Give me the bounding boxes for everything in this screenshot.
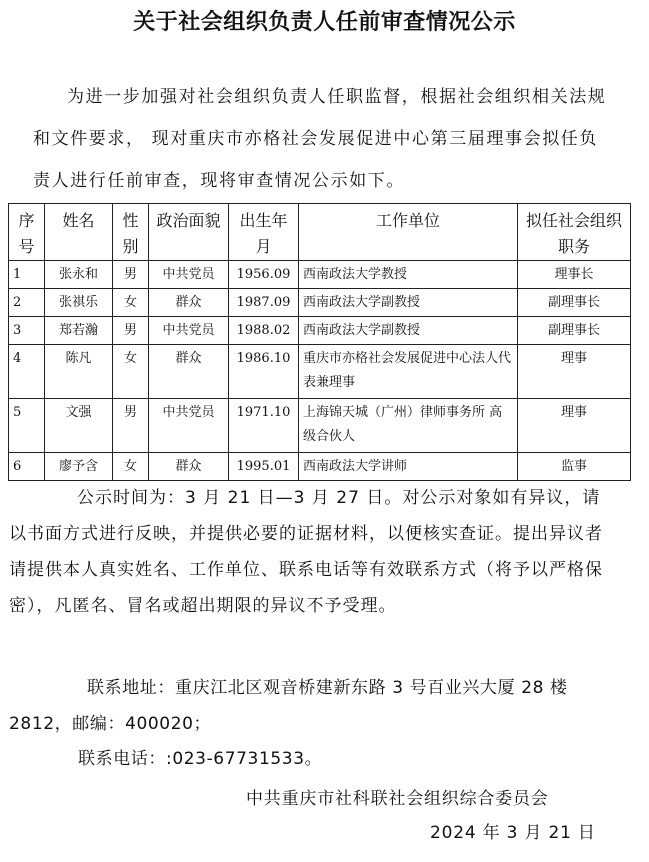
document-title: 关于社会组织负责人任前审查情况公示 (133, 10, 516, 35)
cell-birth: 1995.01 (229, 453, 299, 481)
cell-birth: 1971.10 (229, 399, 299, 453)
header-index: 序号 (9, 204, 45, 261)
cell-gender: 男 (113, 261, 149, 289)
table-row (9, 345, 631, 399)
table-row (9, 261, 631, 289)
table-row (9, 399, 631, 453)
header-birth: 出生年月 (229, 204, 299, 261)
cell-political: 群众 (149, 453, 229, 481)
issue-date: 2024 年 3 月 21 日 (430, 823, 596, 843)
table-row (9, 317, 631, 345)
cell-unit: 重庆市亦格社会发展促进中心法人代表兼理事 (299, 345, 518, 399)
cell-name: 张永和 (45, 261, 113, 289)
header-unit: 工作单位 (299, 204, 518, 261)
cell-gender: 女 (113, 345, 149, 399)
cell-index: 2 (9, 289, 45, 317)
cell-role: 副理事长 (518, 317, 631, 345)
cell-political: 群众 (149, 345, 229, 399)
header-political: 政治面貌 (149, 204, 229, 261)
contact-address: 联系地址：重庆江北区观音桥建新东路 3 号百业兴大厦 28 楼 2812，邮编：400020； (9, 678, 568, 734)
cell-gender: 男 (113, 317, 149, 345)
cell-birth: 1987.09 (229, 289, 299, 317)
cell-unit: 西南政法大学教授 (299, 261, 518, 289)
cell-name: 文强 (45, 399, 113, 453)
cell-unit: 西南政法大学副教授 (299, 317, 518, 345)
cell-index: 5 (9, 399, 45, 453)
cell-birth: 1986.10 (229, 345, 299, 399)
cell-unit: 西南政法大学讲师 (299, 453, 518, 481)
cell-unit: 上海锦天城（广州）律师事务所 高级合伙人 (299, 399, 518, 453)
cell-index: 3 (9, 317, 45, 345)
cell-unit: 西南政法大学副教授 (299, 289, 518, 317)
intro-paragraph: 为进一步加强对社会组织负责人任职监督，根据社会组织相关法规和文件要求， 现对重庆市亦格社会发展促进中心第三届理事会拟任负责人进行任前审查，现将审查情况公示如下。 (33, 87, 607, 191)
cell-role: 理事长 (518, 261, 631, 289)
contact-phone: 联系电话：:023-67731533。 (78, 749, 323, 769)
cell-name: 郑若瀚 (45, 317, 113, 345)
header-role: 拟任社会组织职务 (518, 204, 631, 261)
cell-name: 廖予含 (45, 453, 113, 481)
issuer-signature: 中共重庆市社科联社会组织综合委员会 (246, 789, 549, 809)
header-name: 姓名 (45, 204, 113, 261)
notice-paragraph: 公示时间为：3 月 21 日—3 月 27 日。对公示对象如有异议，请以书面方式进行反映，并提供必要的证据材料，以便核实查证。提出异议者请提供本人真实姓名、工作单位、联系电话等有效联系方式（将予以严格保密），凡匿名、冒名或超出期限的异议不予受理。 (9, 488, 603, 616)
cell-index: 4 (9, 345, 45, 399)
cell-birth: 1988.02 (229, 317, 299, 345)
cell-index: 6 (9, 453, 45, 481)
cell-index: 1 (9, 261, 45, 289)
cell-name: 张祺乐 (45, 289, 113, 317)
cell-role: 理事 (518, 345, 631, 399)
cell-name: 陈凡 (45, 345, 113, 399)
table-row (9, 289, 631, 317)
cell-gender: 女 (113, 289, 149, 317)
table-row (9, 453, 631, 481)
cell-role: 副理事长 (518, 289, 631, 317)
table-header-row (9, 204, 631, 261)
cell-role: 监事 (518, 453, 631, 481)
cell-role: 理事 (518, 399, 631, 453)
cell-political: 中共党员 (149, 317, 229, 345)
header-gender: 性别 (113, 204, 149, 261)
cell-gender: 男 (113, 399, 149, 453)
cell-political: 群众 (149, 289, 229, 317)
cell-political: 中共党员 (149, 399, 229, 453)
cell-gender: 女 (113, 453, 149, 481)
cell-birth: 1956.09 (229, 261, 299, 289)
candidate-table (8, 203, 631, 481)
cell-political: 中共党员 (149, 261, 229, 289)
